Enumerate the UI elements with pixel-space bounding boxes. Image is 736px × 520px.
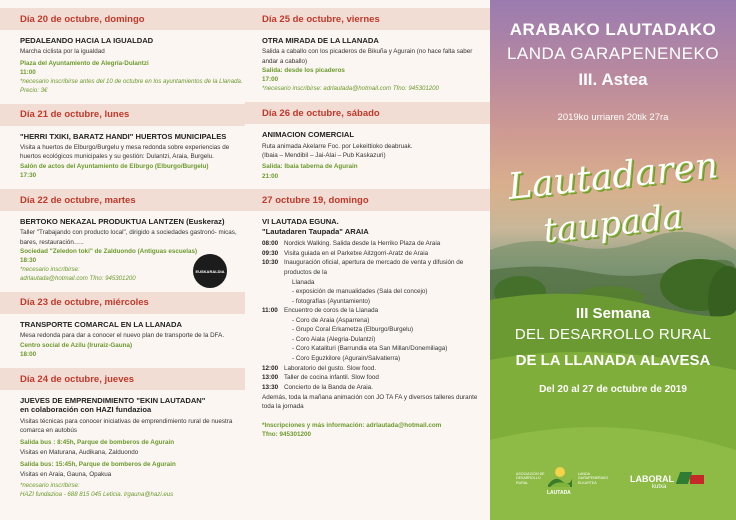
- event-subtitle: "Lautadaren Taupada" ARAIA: [262, 226, 369, 236]
- event-subtitle: en colaboración con HAZI fundazioa: [20, 405, 152, 415]
- cover-title-line-2: LANDA GARAPENENEKO: [506, 44, 720, 63]
- program-row: [262, 354, 490, 364]
- program-activity: Taller de cocina infantil. Slow food: [284, 374, 379, 382]
- program-activity: Laboratorio del gusto. Slow food.: [284, 364, 377, 372]
- event-title: PEDALEANDO HACIA LA IGUALDAD: [20, 36, 154, 45]
- program-time: [262, 287, 284, 297]
- day-header: Día 23 de octubre, miércoles: [0, 292, 245, 314]
- visits-2: Visitas en Araia, Gauna, Opakua: [20, 470, 112, 478]
- event-description: Ruta animada Akelarre Foc. por Lekeittioko deabruak.: [262, 142, 413, 150]
- day-header: Día 20 de octubre, domingo: [0, 8, 245, 30]
- event-note: *necesario inscribirse:: [20, 481, 80, 489]
- program-time: 12:00: [262, 364, 279, 372]
- program-row: [262, 306, 490, 316]
- program-time: [262, 316, 284, 326]
- event-time: 11:00: [20, 69, 36, 77]
- event-note-contact: adrlautada@hotmail.com Tfno: 945301200: [20, 275, 136, 283]
- lautada-logo-text: LAUTADA: [547, 490, 571, 496]
- program-activity: Concierto de la Banda de Araia.: [284, 383, 373, 391]
- event-title: "HERRI TXIKI, BARATZ HANDI" HUERTOS MUNICIPALES: [20, 131, 227, 141]
- info-contact: *Inscripciones y más información: adrlautada@hotmail.com: [262, 421, 442, 429]
- program-time: [262, 354, 284, 364]
- event-place: Centro social de Azilu (Iruraiz-Gauna): [20, 341, 133, 349]
- program-activity: - Coro Eguzkilore (Agurain/Salvatierra): [292, 355, 401, 363]
- cover-script-title-2: taupada: [541, 196, 685, 252]
- program-row: [262, 316, 490, 326]
- day-header: Día 22 de octubre, martes: [0, 189, 245, 211]
- event-title: ANIMACION COMERCIAL: [262, 130, 354, 140]
- event-note: *necesario inscribirse:: [20, 266, 80, 274]
- event-place: Salón de actos del Ayuntamiento de Elburgo (Elburgo/Burgelu): [20, 162, 209, 170]
- cover-script-title-1: Lautadaren: [506, 145, 720, 208]
- event-description: Visita a huertos de Elburgo/Burgelu y mesa redonda sobre experiencias de huertos ecológicos municipales y su gestión: Dulantzi, Araia, Burgelu.: [20, 144, 230, 161]
- event-description: Visitas técnicas para conocer iniciativas de emprendimiento rural de nuestra comarca en autobús: [20, 417, 233, 435]
- program-activity: Llanada: [292, 278, 315, 286]
- program-activity: Encuentro de coros de la Llanada: [284, 307, 379, 315]
- association-text-eu: LANDA GARAPENERAKO ELKARTEA: [578, 472, 609, 485]
- event-title: OTRA MIRADA DE LA LLANADA: [262, 36, 379, 45]
- event-time: 21:00: [262, 172, 279, 180]
- program-time: 10:30: [262, 259, 279, 267]
- event-closing: Además, toda la mañana animación con JO TA FA y diversos talleres durante toda la jornada: [262, 394, 478, 411]
- program-time: [262, 344, 284, 354]
- program-time: [262, 335, 284, 345]
- program-activity: - exposición de manualidades (Sala del concejo): [292, 288, 428, 296]
- bus-departure-2: Salida bus: 15:45h, Parque de bomberos de Agurain: [20, 461, 176, 469]
- program-time: 13:30: [262, 383, 279, 391]
- sponsor-subname: kutxa: [652, 484, 667, 490]
- program-row: [262, 364, 490, 374]
- program-row: [262, 344, 490, 354]
- cover-llanada: DE LA LLANADA ALAVESA: [515, 352, 711, 369]
- program-time: 11:00: [262, 307, 278, 315]
- event-title: VI LAUTADA EGUNA.: [262, 217, 339, 227]
- day-header: Día 25 de octubre, viernes: [245, 8, 490, 30]
- program-time: 13:00: [262, 374, 279, 382]
- event-place: Salida: desde los picaderos: [262, 66, 345, 74]
- event-description: Salida a caballo con los picaderos de Bikuña y Agurain (no hace falta saber andar a caballo): [262, 48, 473, 65]
- cover-desarrollo: DEL DESARROLLO RURAL: [514, 326, 712, 343]
- euskaraldia-logo: EUSKARALDIA: [193, 254, 227, 288]
- event-title: JUEVES DE EMPRENDIMIENTO "EKIN LAUTADAN": [20, 396, 206, 405]
- event-place: Sociedad "Zeledon toki" de Zalduondo (Antiguas escuelas): [20, 247, 198, 255]
- association-text-es: ASOCIACIÓN DE DESARROLLO RURAL: [516, 472, 545, 485]
- event-place: Salida: Ibaia taberna de Agurain: [262, 162, 358, 170]
- event-note: *necesario inscribirse: adrlautada@hotmail.com Tfno: 945301200: [262, 85, 439, 93]
- event-route: (Ibaia – Mendibil – Jai-Alai – Pub Kaskazuri): [262, 151, 386, 159]
- event-note: *necesario inscribirse antes del 10 de octubre en los ayuntamientos de la Llanada. Precio: 3€: [20, 78, 243, 94]
- program-row: [262, 325, 490, 335]
- bus-departure-1: Salida bus : 8:45h, Parque de bomberos de Agurain: [20, 439, 175, 447]
- program-row: [262, 249, 490, 259]
- program-activity: - Grupo Coral Erkametza (Elburgo/Burgelu): [292, 326, 414, 334]
- column-1: [0, 0, 245, 520]
- cover-title-line-1: ARABAKO LAUTADAKO: [509, 20, 717, 39]
- cover-title-line-3: III. Astea: [578, 70, 648, 89]
- event-description: Marcha ciclista por la igualdad: [20, 48, 105, 56]
- day-header: Día 24 de octubre, jueves: [0, 368, 245, 390]
- sponsor-name: LABORAL: [630, 474, 674, 484]
- program-row: [262, 383, 490, 393]
- cover-panel: [490, 0, 736, 520]
- program-row: [262, 335, 490, 345]
- event-time: 18:30: [20, 257, 37, 265]
- day-header: Día 21 de octubre, lunes: [0, 104, 245, 126]
- event-time: 18:00: [20, 351, 37, 359]
- program-activity: - Coro Katalituri (Barrundia eta San Millan/Donemiliaga): [292, 345, 448, 353]
- visits-1: Visitas en Maturana, Audikana, Zalduondo: [20, 448, 139, 456]
- day-header: 27 octubre 19, domingo: [245, 189, 490, 211]
- program-row: [262, 278, 490, 288]
- event-description: Mesa redonda para dar a conocer el nuevo plan de transporte de la DFA.: [20, 332, 225, 340]
- cover-dates-euskera: 2019ko urriaren 20tik 27ra: [557, 112, 669, 123]
- program-activity: Visita guiada en el Parketxe Aitzgorri-Aratz de Araia: [284, 249, 429, 257]
- cover-semana: III Semana: [575, 305, 651, 322]
- event-description: Taller "Trabajando con producto local", dirigido a sociedades gastronó- micas, bares, restauración…..: [20, 229, 237, 246]
- program-list: [262, 239, 490, 392]
- program-activity: Inauguración oficial, apertura de mercado de venta y difusión de productos de la: [284, 259, 464, 276]
- event-time: 17:30: [20, 172, 37, 180]
- program-time: [262, 325, 284, 335]
- program-activity: - Coro Aiala (Alegria-Dulantzi): [292, 335, 376, 343]
- program-row: [262, 287, 490, 297]
- cover-dates: Del 20 al 27 de octubre de 2019: [539, 384, 687, 395]
- program-time: [262, 297, 284, 307]
- program-row: [262, 258, 490, 277]
- laboral-kutxa-logo: [630, 472, 712, 492]
- program-activity: - Coro de Araia (Asparrena): [292, 316, 370, 324]
- program-time: [262, 278, 284, 288]
- program-row: [262, 297, 490, 307]
- day-header: Día 26 de octubre, sábado: [245, 102, 490, 124]
- program-time: 09:30: [262, 249, 279, 257]
- lautada-logo-icon: [546, 465, 574, 491]
- program-row: [262, 373, 490, 383]
- info-phone: Tfno: 945301200: [262, 431, 312, 439]
- program-activity: - fotografías (Ayuntamiento): [292, 297, 370, 305]
- event-title: BERTOKO NEKAZAL PRODUKTUA LANTZEN (Euskeraz): [20, 217, 225, 226]
- event-note-contact: HAZI fundazioa - 688 815 045 Leticia. lrgauna@hazi.eus: [20, 490, 174, 498]
- column-2: [245, 0, 490, 520]
- sponsor-flag-icon: [690, 475, 704, 484]
- program-activity: Nordick Walking. Salida desde la Herriko Plaza de Araia: [284, 240, 441, 248]
- event-title: TRANSPORTE COMARCAL EN LA LLANADA: [20, 319, 182, 329]
- event-time: 17:00: [262, 76, 279, 84]
- event-place: Plaza del Ayuntamiento de Alegría-Dulantzi: [20, 59, 149, 67]
- program-time: 08:00: [262, 240, 279, 248]
- program-row: [262, 239, 490, 249]
